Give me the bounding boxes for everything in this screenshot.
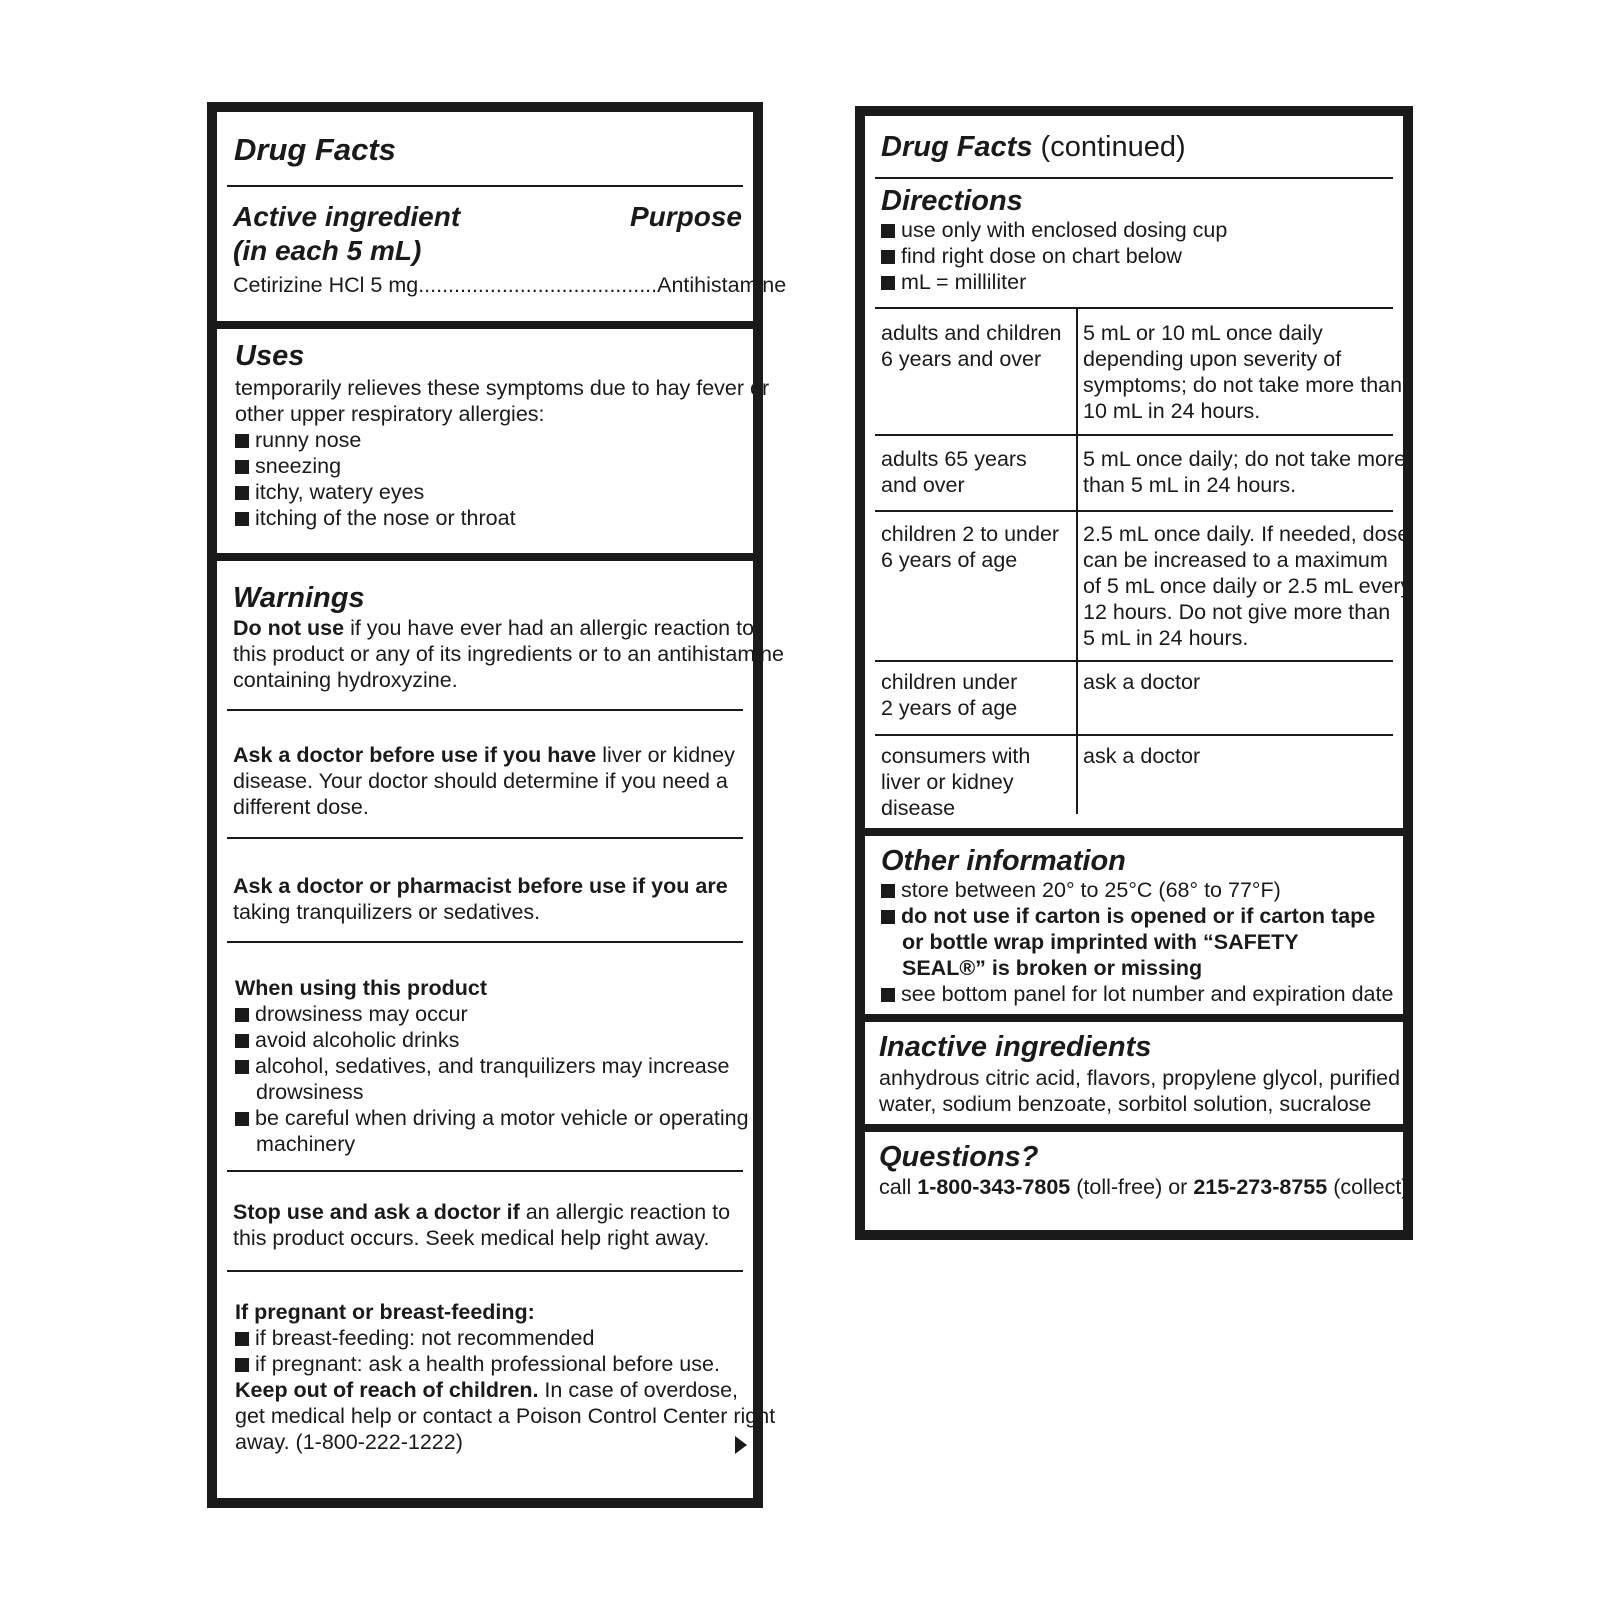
list-item-continuation: machinery: [256, 1132, 356, 1156]
ask-pharmacist-heading: Ask a doctor or pharmacist before use if you are: [233, 874, 728, 898]
table-rule: [875, 510, 1393, 512]
square-bullet-icon: [235, 434, 249, 448]
list-item: itching of the nose or throat: [235, 505, 516, 531]
ingredient-name: Cetirizine HCl 5 mg: [233, 273, 419, 297]
square-bullet-icon: [881, 224, 895, 238]
ask-doctor-text: disease. Your doctor should determine if you need a: [233, 769, 728, 793]
questions-text: call 1-800-343-7805 (toll-free) or 215-273-8755 (collect): [879, 1175, 1409, 1199]
do-not-use-text: Do not use if you have ever had an allergic reaction to: [233, 616, 755, 640]
list-item: if breast-feeding: not recommended: [235, 1325, 594, 1351]
drug-facts-panel-right: [855, 106, 1413, 1240]
list-item: drowsiness may occur: [235, 1001, 468, 1027]
square-bullet-icon: [235, 1060, 249, 1074]
questions-section: [865, 1124, 1409, 1230]
inactive-ingredients-text: anhydrous citric acid, flavors, propylene glycol, purified: [879, 1066, 1401, 1090]
ask-doctor-text: different dose.: [233, 795, 369, 819]
inactive-ingredients-heading: Inactive ingredients: [879, 1031, 1152, 1063]
table-cell-who: adults 65 years and over: [881, 447, 1027, 497]
list-item: itchy, watery eyes: [235, 479, 424, 505]
continue-arrow-icon: [735, 1436, 747, 1454]
square-bullet-icon: [235, 1332, 249, 1346]
do-not-use-text: this product or any of its ingredients or to an antihistamine: [233, 642, 784, 666]
list-item: see bottom panel for lot number and expiration date: [881, 981, 1393, 1007]
uses-text: temporarily relieves these symptoms due to hay fever or: [235, 376, 770, 400]
stop-use-text: this product occurs. Seek medical help right away.: [233, 1226, 710, 1250]
list-item: mL = milliliter: [881, 269, 1026, 295]
table-column-divider: [1076, 307, 1078, 814]
table-cell-dose: ask a doctor: [1083, 670, 1201, 694]
ingredient-leader-dots: ........................................: [418, 273, 658, 297]
ask-doctor-text: Ask a doctor before use if you have liver or kidney: [233, 743, 735, 767]
square-bullet-icon: [235, 486, 249, 500]
active-ingredient-heading: Active ingredient: [233, 201, 461, 232]
square-bullet-icon: [881, 884, 895, 898]
square-bullet-icon: [235, 1112, 249, 1126]
table-cell-who: consumers with liver or kidney disease: [881, 744, 1031, 820]
list-item-continuation: or bottle wrap imprinted with “SAFETY: [902, 930, 1299, 954]
list-item: use only with enclosed dosing cup: [881, 217, 1227, 243]
list-item: runny nose: [235, 427, 361, 453]
drug-facts-title: Drug Facts: [234, 132, 396, 167]
divider: [227, 185, 743, 187]
table-cell-dose: 5 mL or 10 mL once daily depending upon severity of symptoms; do not take more than 10 mL in 24 hours.: [1083, 321, 1403, 423]
collect-phone: 215-273-8755: [1193, 1175, 1328, 1199]
ask-pharmacist-text: taking tranquilizers or sedatives.: [233, 900, 541, 924]
other-information-section: [865, 828, 1403, 1014]
toll-free-phone: 1-800-343-7805: [917, 1175, 1071, 1199]
stop-use-text: Stop use and ask a doctor if an allergic reaction to: [233, 1200, 731, 1224]
table-rule: [875, 307, 1393, 309]
list-item: avoid alcoholic drinks: [235, 1027, 459, 1053]
square-bullet-icon: [881, 988, 895, 1002]
warnings-heading: Warnings: [233, 582, 365, 614]
table-cell-dose: ask a doctor: [1083, 744, 1201, 768]
warnings-section: [217, 553, 784, 1498]
table-cell-who: adults and children 6 years and over: [881, 321, 1062, 371]
uses-section: [217, 321, 770, 553]
table-cell-who: children 2 to under 6 years of age: [881, 522, 1060, 572]
inactive-ingredients-text: water, sodium benzoate, sorbitol solution, sucralose: [879, 1092, 1372, 1116]
table-rule: [875, 434, 1393, 436]
drug-facts-continued-title: Drug Facts (continued): [881, 131, 1186, 163]
uses-text: other upper respiratory allergies:: [235, 402, 545, 426]
keep-out-text: get medical help or contact a Poison Control Center right: [235, 1404, 776, 1428]
table-rule: [875, 734, 1393, 736]
table-cell-dose: 5 mL once daily; do not take more than 5 mL in 24 hours.: [1083, 447, 1407, 497]
do-not-use-text: containing hydroxyzine.: [233, 668, 458, 692]
divider: [227, 941, 743, 943]
list-item: be careful when driving a motor vehicle or operating: [235, 1105, 749, 1131]
square-bullet-icon: [881, 910, 895, 924]
divider: [227, 1270, 743, 1272]
list-item-continuation: drowsiness: [256, 1080, 364, 1104]
ingredient-line: [233, 272, 787, 298]
square-bullet-icon: [235, 1034, 249, 1048]
list-item: alcohol, sedatives, and tranquilizers may increase: [235, 1053, 729, 1079]
table-cell-who: children under 2 years of age: [881, 670, 1018, 720]
square-bullet-icon: [881, 250, 895, 264]
list-item: store between 20° to 25°C (68° to 77°F): [881, 877, 1281, 903]
divider: [227, 709, 743, 711]
uses-heading: Uses: [235, 340, 305, 372]
directions-heading: Directions: [881, 185, 1023, 217]
divider: [875, 177, 1393, 179]
table-rule: [875, 660, 1393, 662]
inactive-ingredients-section: [865, 1014, 1403, 1124]
keep-out-text: Keep out of reach of children. In case of overdose,: [235, 1378, 739, 1402]
other-information-heading: Other information: [881, 845, 1126, 877]
square-bullet-icon: [881, 276, 895, 290]
table-cell-dose: 2.5 mL once daily. If needed, dose can be increased to a maximum of 5 mL once daily or 2.5 mL every 12 hours. Do not give more than 5 mL in 24 hours.: [1083, 522, 1412, 650]
questions-heading: Questions?: [879, 1141, 1039, 1173]
list-item: sneezing: [235, 453, 341, 479]
pregnant-heading: If pregnant or breast-feeding:: [235, 1300, 535, 1324]
list-item: do not use if carton is opened or if carton tape: [881, 903, 1375, 929]
divider: [227, 1170, 743, 1172]
drug-facts-panel-left: [207, 102, 787, 1508]
list-item: if pregnant: ask a health professional before use.: [235, 1351, 720, 1377]
square-bullet-icon: [235, 512, 249, 526]
list-item-continuation: SEAL®” is broken or missing: [902, 956, 1203, 980]
square-bullet-icon: [235, 460, 249, 474]
list-item: find right dose on chart below: [881, 243, 1182, 269]
divider: [227, 837, 743, 839]
keep-out-text: away. (1-800-222-1222): [235, 1430, 463, 1454]
square-bullet-icon: [235, 1358, 249, 1372]
purpose-heading: Purpose: [629, 201, 742, 232]
ingredient-purpose: Antihistamine: [657, 273, 787, 297]
square-bullet-icon: [235, 1008, 249, 1022]
when-using-heading: When using this product: [235, 976, 488, 1000]
active-ingredient-subheading: (in each 5 mL): [233, 235, 422, 266]
